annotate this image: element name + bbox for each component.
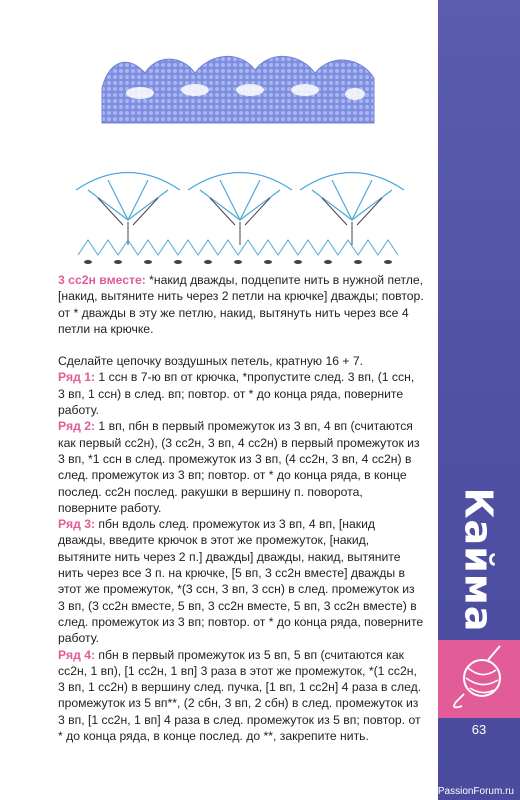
yarn-ball-icon — [438, 640, 520, 718]
row-text: пбн вдоль след. промежуток из 3 вп, 4 вп, [накид дважды, введите крючок в этот же промежуток, [накид, вытяните нить через 2 п.] дважды] дважды, накид, вытяните нить через все 3 п. на крючке, [5 вп, 3 сс2н вместе] дважды в этот же промежуток, *(3 ссн, 3 вп, 3 ссн) в след. промежуток из 3 вп, (3 сс2н вместе, 5 вп, 3 сс2н вместе, 5 вп, 3 сс2н вместе) в след. промежуток из 3 вп; повтор. от * до конца ряда, поверните работу. — [58, 517, 424, 646]
section-title: Кайма — [457, 487, 502, 633]
row-text: 1 ссн в 7-ю вп от крючка, *пропустите след. 3 вп, (1 ссн, 3 вп, 1 ссн) в след. вп; повтор. от * до конца ряда, поверните работу. — [58, 370, 415, 418]
row-label: Ряд 4: — [58, 647, 96, 662]
crochet-diagram — [68, 160, 406, 270]
row-text: пбн в первый промежуток из 5 вп, 5 вп (считаются как сс2н, 1 вп), [1 сс2н, 1 вп] 3 раза в этот же промежуток, *(1 сс2н, 3 вп, 1 сс2н) в вершину след. пучка, [1 вп, 1 сс2н] 4 раза в след. промежуток из 5 вп**, (2 сбн, 3 вп, 2 сбн) в след. промежуток из 3 вп, [1 сс2н, 1 вп] 4 раза в след. промежуток из 5 вп; повтор. от * до конца ряда, в конце послед. до **, закрепите нить. — [58, 647, 422, 744]
term-definition — [58, 272, 424, 337]
term-text: *накид дважды, подцепите нить в нужной петле, [накид, вытяните нить через 2 петли на крючке] дважды; повтор. от * дважды в эту же петлю, накид, вытянуть нить через все 4 петли на крючке. — [58, 273, 424, 336]
icon-box — [438, 640, 520, 718]
row-label: Ряд 3: — [58, 517, 96, 532]
pattern-text — [58, 272, 424, 744]
row-2 — [58, 418, 424, 516]
watermark-text: PassionForum.ru — [437, 786, 514, 797]
intro-text: Сделайте цепочку воздушных петель, кратную 16 + 7. — [58, 354, 364, 369]
row-1 — [58, 369, 424, 418]
row-label: Ряд 2: — [58, 419, 96, 434]
row-text: 1 вп, пбн в первый промежуток из 3 вп, 4 вп (считаются как первый сс2н), (3 сс2н, 3 вп, 4 сс2н) в первый промежуток из 3 вп, *1 ссн в след. промежуток из 3 вп, (4 сс2н, 3 вп, 4 сс2н) в след. промежуток из 3 вп; повтор. от * до конца ряда, в конце послед. сс2н послед. ракушки в вершину п. поворота, поверните работу. — [58, 419, 420, 515]
term-label: 3 сс2н вместе: — [58, 273, 146, 287]
row-label: Ряд 1: — [58, 370, 96, 385]
page-number: 63 — [471, 722, 487, 737]
crochet-photo — [100, 38, 376, 140]
row-4 — [58, 647, 424, 745]
row-3 — [58, 516, 424, 646]
